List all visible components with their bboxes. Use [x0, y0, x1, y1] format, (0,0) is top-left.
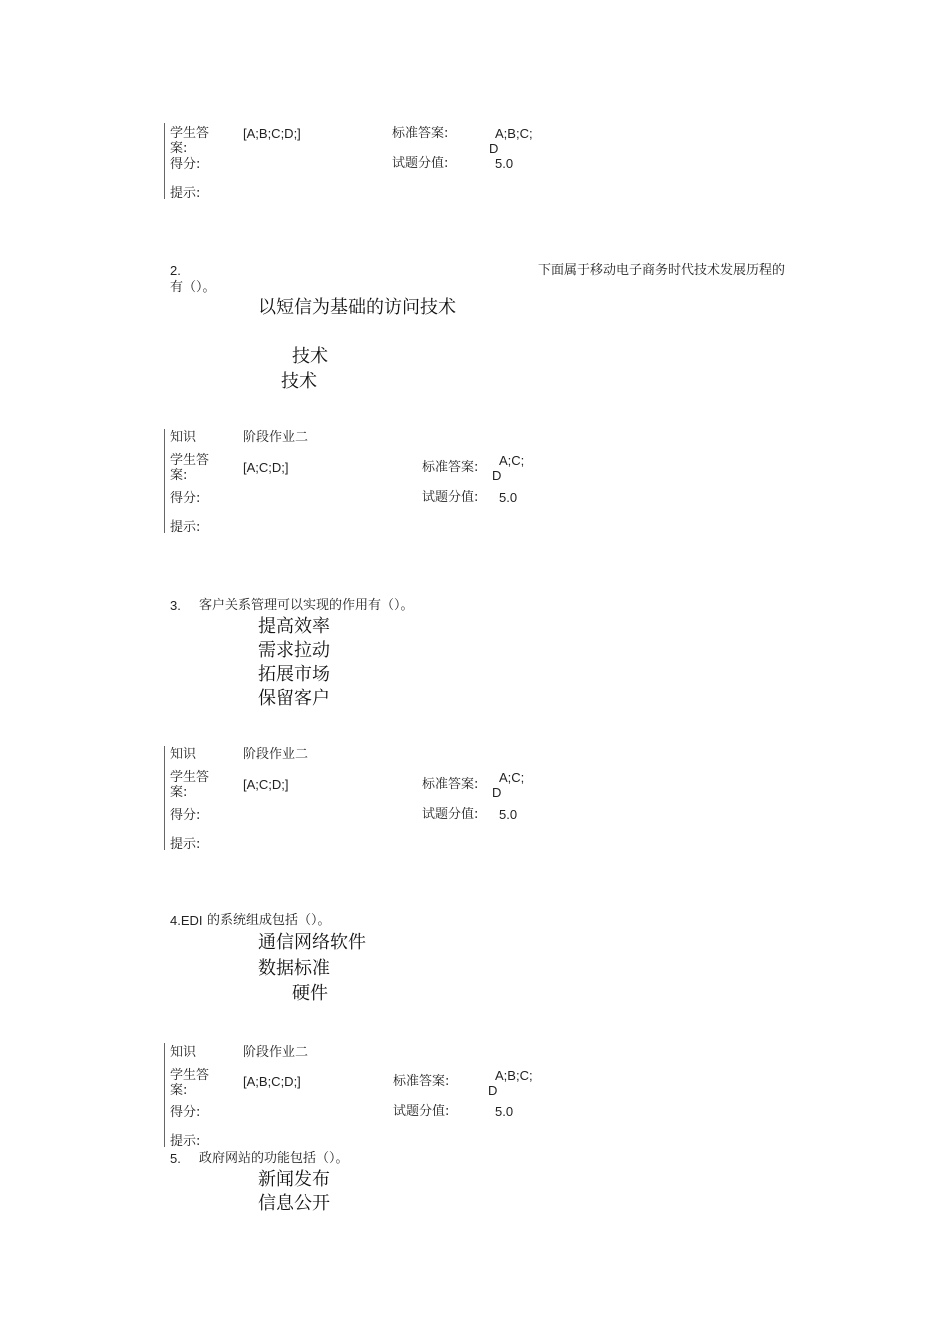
question-number: 3. [170, 598, 181, 613]
option-a: 通信网络软件 [258, 932, 366, 953]
option-d: 保留客户 [258, 688, 330, 709]
option-a: 新闻发布 [258, 1169, 330, 1190]
question-text: 的系统组成包括（）。 [207, 913, 331, 928]
student-answer-label: 学生答 案: [170, 770, 210, 800]
question-number: 2. [170, 263, 181, 278]
question-value-label: 试题分值: [422, 807, 479, 822]
option-c: 技术 [281, 371, 317, 392]
standard-answer-value: A;B;C; D [488, 1068, 533, 1098]
question-value-label: 试题分值: [422, 490, 479, 505]
student-answer-label: 学生答 案: [170, 1068, 210, 1098]
question-text-continued: 有（）。 [170, 280, 216, 295]
question-text: 政府网站的功能包括（）。 [199, 1151, 349, 1166]
hint-label: 提示: [170, 186, 201, 201]
student-answer-label: 学生答 案: [170, 126, 210, 156]
question-value: 5.0 [499, 490, 518, 505]
result-border [164, 429, 165, 533]
question-value: 5.0 [495, 1104, 514, 1119]
question-value: 5.0 [495, 156, 514, 171]
option-b: 信息公开 [258, 1193, 330, 1214]
question-value-label: 试题分值: [392, 156, 449, 171]
score-label: 得分: [170, 1105, 201, 1120]
knowledge-value: 阶段作业二 [243, 747, 309, 762]
standard-answer-value: A;C; D [492, 453, 525, 483]
score-label: 得分: [170, 491, 201, 506]
standard-answer-label: 标准答案: [393, 1074, 450, 1089]
option-c: 硬件 [292, 983, 328, 1004]
question-value: 5.0 [499, 807, 518, 822]
standard-answer-label: 标准答案: [422, 460, 479, 475]
knowledge-label: 知识 [170, 430, 197, 445]
knowledge-value: 阶段作业二 [243, 1045, 309, 1060]
option-b: 需求拉动 [258, 640, 330, 661]
question-number: 5. [170, 1151, 181, 1166]
student-answer-value: [A;C;D;] [243, 460, 289, 475]
standard-answer-label: 标准答案: [392, 126, 449, 141]
option-b: 数据标准 [258, 958, 330, 979]
question-value-label: 试题分值: [393, 1104, 450, 1119]
question-text: 下面属于移动电子商务时代技术发展历程的 [538, 263, 786, 278]
student-answer-label: 学生答 案: [170, 453, 210, 483]
standard-answer-value: A;C; D [492, 770, 525, 800]
student-answer-value: [A;B;C;D;] [243, 1074, 301, 1089]
standard-answer-value: A;B;C; D [489, 126, 533, 156]
hint-label: 提示: [170, 837, 201, 852]
score-label: 得分: [170, 808, 201, 823]
hint-label: 提示: [170, 1134, 201, 1149]
result-border [164, 746, 165, 850]
score-label: 得分: [170, 157, 201, 172]
student-answer-value: [A;B;C;D;] [243, 126, 301, 141]
student-answer-value: [A;C;D;] [243, 777, 289, 792]
result-border [164, 123, 165, 199]
question-number: 4.EDI [170, 913, 203, 928]
option-c: 拓展市场 [258, 664, 330, 685]
result-border [164, 1043, 165, 1147]
option-a: 以短信为基础的访问技术 [258, 297, 456, 318]
hint-label: 提示: [170, 520, 201, 535]
option-b: 技术 [292, 346, 328, 367]
option-a: 提高效率 [258, 616, 330, 637]
question-text: 客户关系管理可以实现的作用有（）。 [199, 598, 414, 613]
standard-answer-label: 标准答案: [422, 777, 479, 792]
knowledge-label: 知识 [170, 747, 197, 762]
knowledge-label: 知识 [170, 1045, 197, 1060]
knowledge-value: 阶段作业二 [243, 430, 309, 445]
